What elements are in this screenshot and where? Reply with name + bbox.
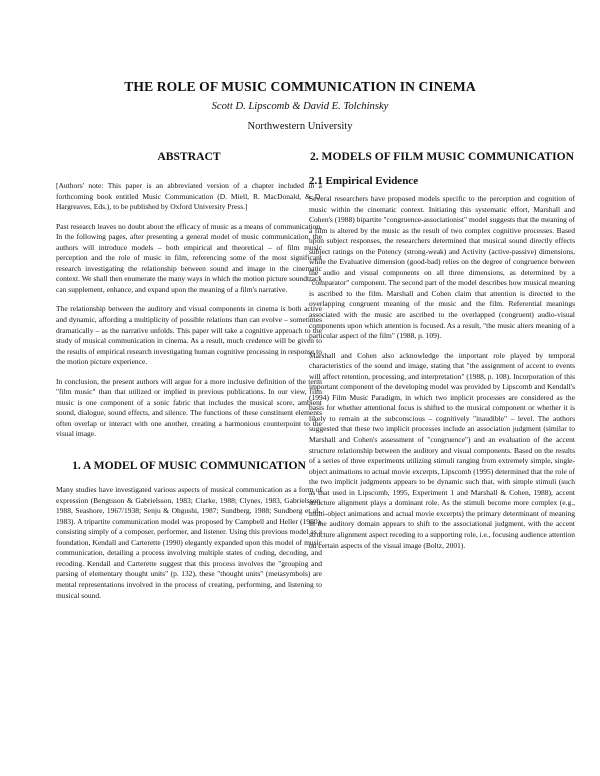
abstract-heading: ABSTRACT xyxy=(157,150,221,163)
abstract-paragraph-3: In conclusion, the present authors will argue for a more inclusive definition of the term "film music" than that utilized or implied in previous publications. In our view, film music is one component of a sonic fabric that includes the musical score, ambient sound, dialogue, sound effects, and silence. The functions of these constituent elements often overlap or interact with one another, creating a harmonious counterpoint to the visual image. xyxy=(56,376,322,439)
abstract-paragraph-2: The relationship between the auditory and visual components in cinema is both active and dynamic, affording a multiplicity of possible relations than can evolve – sometimes dramatically – as the narrative unfolds. This paper will take a cognitive approach to the study of musical communication in cinema. As a result, much credence will be given to the results of empirical research investigating human cognitive processing in response to the motion picture experience. xyxy=(56,304,322,367)
section-2-paragraph-2: Marshall and Cohen also acknowledge the important role played by temporal characteristics of the sound and image, stating that "the assignment of accent to events will affect retention, processing, and interpretation" (1988, p. 108). Incorporation of this important component of the developing model was provided by Lipscomb and Kendall's (1994) Film Music Paradigm, in which two implicit processes are considered as the basis for whether attentional focus is shifted to the musical component or whether it is likely to remain at the subconscious – cognitively "inaudible" – level. The authors suggested that these two implicit processes include an association judgment (similar to Marshall and Cohen's assessment of "congruence") and an evaluation of the accent structure relationship between the auditory and visual components. Based on the results of a series of three experiments utilizing stimuli ranging from extremely simple, single-object animations to actual movie excerpts, Lipscomb (1995) determined that the role of the two implicit judgments appears to be dynamic such that, with simple stimuli (such as that used in Lipscomb, 1995, Experiment 1 and Marshall & Cohen, 1988), accent structure alignment plays a dominant role. As the stimuli become more complex (e.g., multi-object animations and actual movie excerpts) the primary determinant of meaning in the auditory domain appears to shift to the associational judgment, with the accent structure alignment aspect receding to a supporting role, i.e., focusing audience attention on certain aspects of the visual image (Boltz, 2001). xyxy=(309,350,575,550)
paper-title: THE ROLE OF MUSIC COMMUNICATION IN CINEMA xyxy=(124,79,476,94)
left-column xyxy=(56,147,322,601)
right-column xyxy=(309,147,575,551)
section-2-heading: 2. MODELS OF FILM MUSIC COMMUNICATION xyxy=(309,150,575,163)
abstract-paragraph-1: Past research leaves no doubt about the efficacy of music as a means of communication. In the following pages, after presenting a general model of music communication, the authors will introduce models – both empirical and theoretical – of film music perception and the role of music in film, referencing some of the most significant research investigating the relationship between sound and image in the cinematic context. We shall then enumerate the many ways in which the motion picture soundtrack can supplement, enhance, and expand upon the meaning of a film's narrative. xyxy=(56,221,322,294)
paper-affiliation: Northwestern University xyxy=(247,121,353,132)
section-1-paragraph-1: Many studies have investigated various aspects of musical communication as a form of expression (Bengtsson & Gabrielsson, 1983; Clarke, 1988; Clynes, 1983, Gabrielsson, 1988, Seashore, 1967/1938; Senju & Ohgushi, 1987; Sundberg, 1988; Sundberg et al., 1983). A tripartite communication model was proposed by Campbell and Heller (1980), consisting simply of a composer, performer, and listener. Using this previous model as a foundation, Kendall and Carterette (1990) elegantly expanded upon this model of music communication, detailing a process involving multiple states of coding, decoding, and recoding. Kendall and Carterette suggest that this process involves the "grouping and parsing of elementary thought units" (p. 132), these "thought units" (metasymbols) are mental representations involved in the process of creating, performing, and listening to musical sound. xyxy=(56,485,322,600)
authors-note-paragraph: [Authors' note: This paper is an abbreviated version of a chapter included in a forthcoming book entitled Music Communication (D. Miell, R. MacDonald, & D. Hargreaves, Eds.), to be published by Oxford University Press.] xyxy=(56,181,322,212)
subsection-2-1-heading: 2.1 Empirical Evidence xyxy=(309,175,419,187)
paper-authors: Scott D. Lipscomb & David E. Tolchinsky xyxy=(211,101,389,112)
section-1-heading: 1. A MODEL OF MUSIC COMMUNICATION xyxy=(72,459,306,473)
section-2-paragraph-1: Several researchers have proposed models specific to the perception and cognition of music within the cinematic context. Initiating this systematic effort, Marshall and Cohen's (1988) bipartite "congruence-associationist" model suggests that the meaning of a film is altered by the music as the result of two complex cognitive processes. Based upon subject responses, the researchers determined that musical sound directly effects subject ratings on the Potency (strong-weak) and Activity (active-passive) dimensions, while the Evaluative dimension (good-bad) relies on the degree of congruence between the audio and visual components on all three dimensions, as determined by a "comparator" component. The second part of the model describes how musical meaning is ascribed to the film. Marshall and Cohen claim that attention is directed to the overlapping congruent meaning of the music and the film. Referential meanings associated with the music are ascribed to the overlapped (congruent) audio-visual components upon which attention is focused. As a result, "the music alters meaning of a particular aspect of the film" (1988, p. 109). xyxy=(309,194,575,341)
